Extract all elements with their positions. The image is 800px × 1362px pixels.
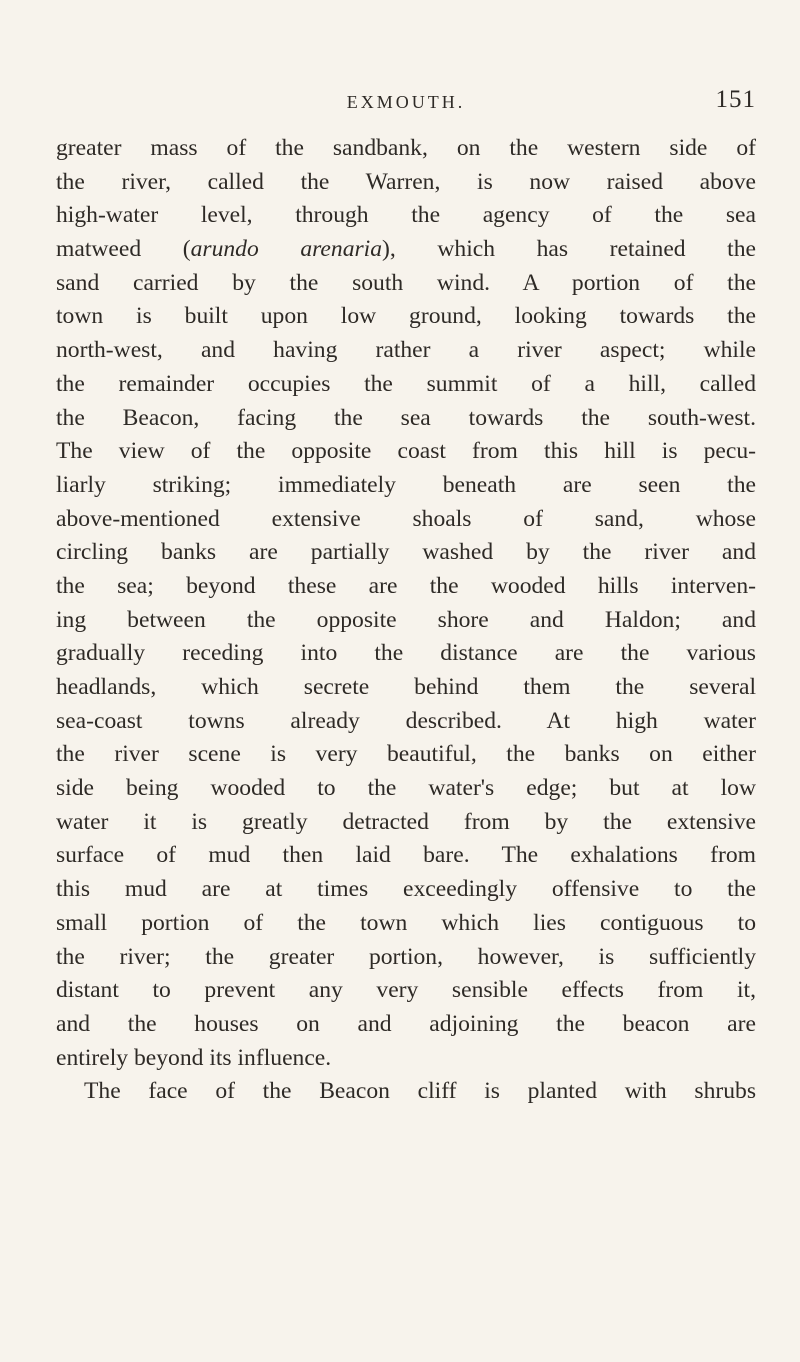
- text-line: and the houses on and adjoining the beacon are: [56, 1010, 756, 1037]
- text-line: high-water level, through the agency of the sea: [56, 202, 756, 229]
- running-head: [56, 86, 756, 116]
- text-fragment: matweed (: [56, 236, 191, 263]
- text-line: water it is greatly detracted from by the extensive: [56, 808, 756, 835]
- text-line: the river, called the Warren, is now raised above: [56, 168, 756, 195]
- running-title: EXMOUTH.: [346, 92, 466, 112]
- text-line: circling banks are partially washed by the river and: [56, 539, 756, 566]
- text-line: the remainder occupies the summit of a hill, called: [56, 370, 756, 397]
- text-line: above-mentioned extensive shoals of sand, whose: [56, 505, 756, 532]
- text-line: sand carried by the south wind. A portion of the: [56, 269, 756, 296]
- text-line: greater mass of the sandbank, on the western side of: [56, 135, 756, 161]
- latin-name: arundo arenaria: [190, 236, 383, 263]
- text-line: side being wooded to the water's edge; but at low: [56, 775, 756, 802]
- text-line: surface of mud then laid bare. The exhalations from: [56, 842, 756, 869]
- text-line: ing between the opposite shore and Haldon; and: [56, 606, 756, 633]
- text-line: the sea; beyond these are the wooded hills interven-: [56, 572, 756, 599]
- text-line: liarly striking; immediately beneath are seen the: [56, 471, 756, 498]
- text-line: headlands, which secrete behind them the several: [56, 674, 756, 700]
- text-line: small portion of the town which lies contiguous to: [56, 909, 756, 936]
- page-number: 151: [715, 86, 756, 113]
- text-fragment: ), which has retained the: [382, 236, 756, 263]
- text-line-with-italic: [56, 233, 756, 267]
- text-line: the river scene is very beautiful, the banks on either: [56, 741, 756, 768]
- paragraph-start-line: The face of the Beacon cliff is planted with shrubs: [84, 1078, 756, 1105]
- text-line: distant to prevent any very sensible effects from it,: [56, 977, 756, 1004]
- text-line: the river; the greater portion, however, is sufficiently: [56, 943, 756, 970]
- text-line: The view of the opposite coast from this hill is pecu-: [56, 438, 756, 465]
- text-line: town is built upon low ground, looking towards the: [56, 303, 756, 330]
- text-line: this mud are at times exceedingly offensive to the: [56, 876, 756, 903]
- text-line: north-west, and having rather a river aspect; while: [56, 337, 756, 364]
- text-line: sea-coast towns already described. At high water: [56, 707, 756, 734]
- text-line: gradually receding into the distance are the various: [56, 640, 756, 667]
- body-text: [56, 132, 756, 1109]
- text-line: the Beacon, facing the sea towards the south-west.: [56, 404, 756, 431]
- paragraph-end-line: entirely beyond its influence.: [56, 1044, 332, 1071]
